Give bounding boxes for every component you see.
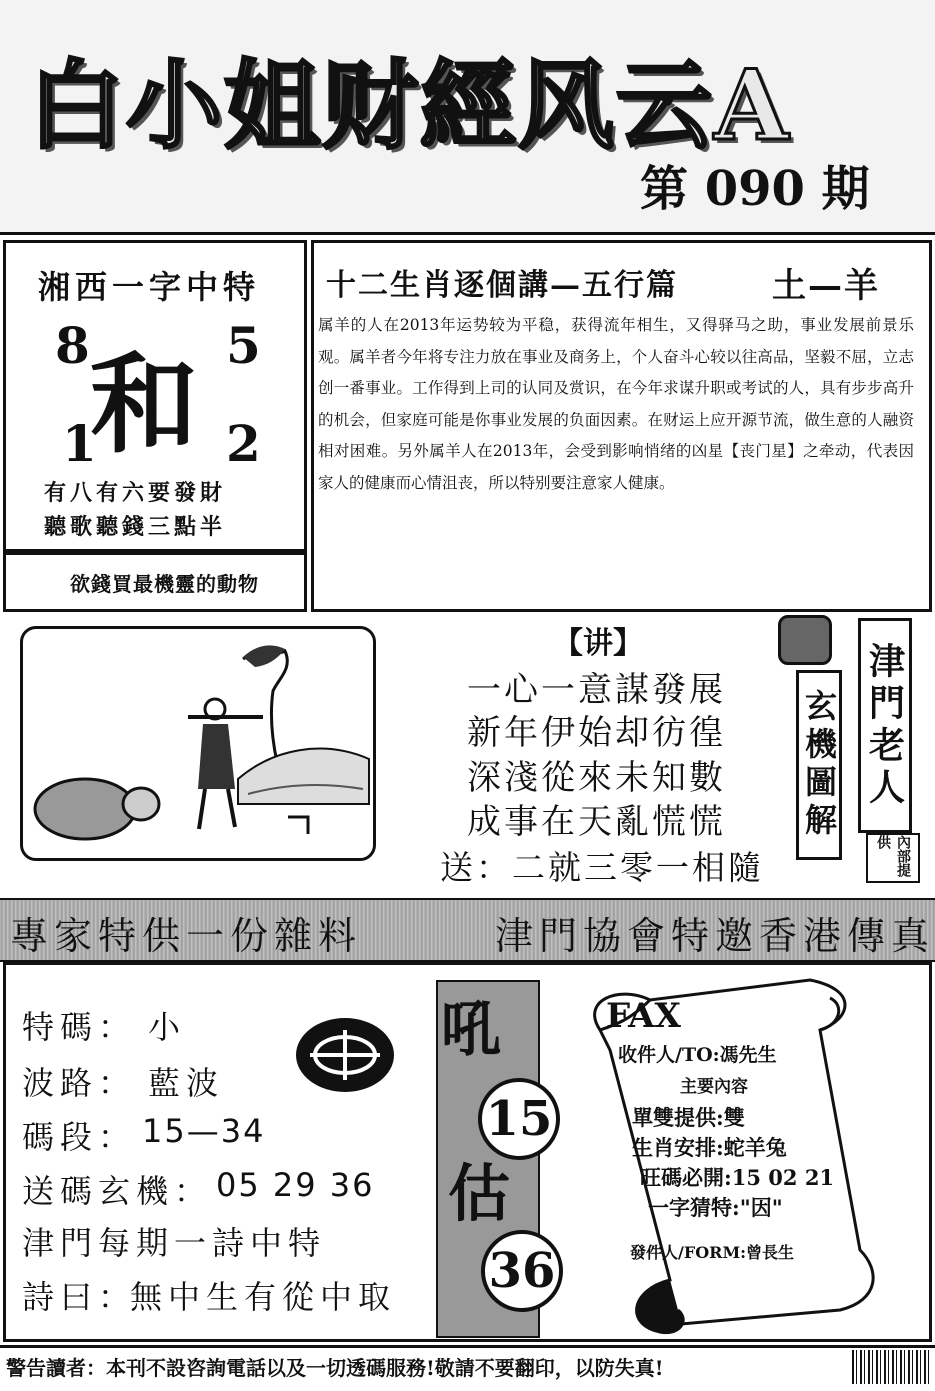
hou-number-1: 15 xyxy=(478,1078,560,1160)
panel-line-1: 有八有六要發財 xyxy=(44,480,227,506)
emblem-icon xyxy=(296,1018,394,1092)
article-heading: 十二生肖逐個講—五行篇 xyxy=(326,268,678,303)
banner-right: 津門協會特邀香港傳真 xyxy=(495,914,935,958)
fax-line-4: 一字猜特:"因" xyxy=(648,1195,783,1220)
digit-top-right: 5 xyxy=(226,316,261,375)
fax-line-2: 生肖安排:蛇羊兔 xyxy=(632,1135,787,1160)
banner-left: 專家特供一份雜料 xyxy=(10,914,363,958)
digit-bottom-left: 1 xyxy=(62,414,97,473)
poem-line-2: 新年伊始却彷徨 xyxy=(467,713,726,753)
footer-warning: 警告讀者：本刊不設咨詢電話以及一切透碼服務!敬請不要翻印，以防失真! xyxy=(6,1356,664,1380)
poem-line-4: 成事在天亂慌慌 xyxy=(467,802,726,842)
fax-to: 收件人/TO:馮先生 xyxy=(618,1044,777,1066)
fact-label-1: 特碼： xyxy=(22,1008,137,1046)
panel-line-2: 聽歌聽錢三點半 xyxy=(44,514,227,540)
poem-send: 送：二就三零一相隨 xyxy=(440,848,764,887)
poem-line-3: 深淺從來未知數 xyxy=(467,758,726,798)
fact-value-6: 無中生有從中取 xyxy=(130,1278,397,1316)
badge-icon xyxy=(778,615,832,665)
fax-line-3: 旺碼必開:15 02 21 xyxy=(640,1165,835,1190)
fact-value-3: 15—34 xyxy=(142,1112,266,1150)
center-character: 和 xyxy=(90,342,199,468)
poem-line-1: 一心一意謀發展 xyxy=(467,670,726,710)
panel-footer: 欲錢買最機靈的動物 xyxy=(70,572,259,596)
article-body: 属羊的人在2013年运势较为平稳，获得流年相生，又得驿马之助，事业发展前景乐观。属羊者今年将专注力放在事业及商务上，个人奋斗心较以往高品，坚毅不屈，立志创一番事业。工作得到上司的认同及赏识，在今年求谋升职或考试的人，具有步步高升的机会，但家庭可能是你事业发展的负面因素。在财运上应开源节流，做生意的人融资相对困难。另外属羊人在2013年，会受到影响悄绪的凶星【丧门星】之牵动，代表因家人的健康而心情沮丧，所以特别要注意家人健康。 xyxy=(318,316,914,492)
fact-value-2: 藍波 xyxy=(148,1064,225,1102)
internal-badge: 內部提供 xyxy=(866,833,920,883)
digit-top-left: 8 xyxy=(55,316,90,375)
article-tag: 土—羊 xyxy=(772,266,880,306)
hou-number-2: 36 xyxy=(481,1230,563,1312)
fact-label-6: 詩曰： xyxy=(22,1278,137,1316)
poem-heading: 【讲】 xyxy=(553,626,643,661)
fact-value-4: 05 29 36 xyxy=(216,1166,375,1204)
barcode-icon xyxy=(852,1350,930,1384)
masthead-title: 白小姐财經风云A xyxy=(28,49,791,162)
flute-illustration xyxy=(20,626,376,861)
fact-label-2: 波路： xyxy=(22,1064,137,1102)
fact-label-5: 津門每期一詩中特 xyxy=(22,1224,327,1262)
fact-label-3: 碼段： xyxy=(22,1118,137,1156)
fact-value-1: 小 xyxy=(148,1008,187,1046)
fact-label-4: 送碼玄機： xyxy=(22,1172,213,1210)
issue-number: 第 090 期 xyxy=(640,161,870,217)
fax-title: FAX xyxy=(606,996,681,1036)
hou-character: 吼 xyxy=(441,995,501,1065)
fax-from: 發件人/FORM:曾長生 xyxy=(630,1243,795,1262)
digit-bottom-right: 2 xyxy=(226,414,261,473)
jinmen-badge: 津門老人 xyxy=(858,618,912,833)
fax-line-1: 單雙提供:雙 xyxy=(632,1105,745,1130)
panel-heading: 湘西一字中特 xyxy=(38,268,261,306)
fax-subject: 主要內容 xyxy=(680,1077,748,1097)
xuanji-badge: 玄機圖解 xyxy=(796,670,842,860)
gu-character: 估 xyxy=(448,1157,511,1230)
